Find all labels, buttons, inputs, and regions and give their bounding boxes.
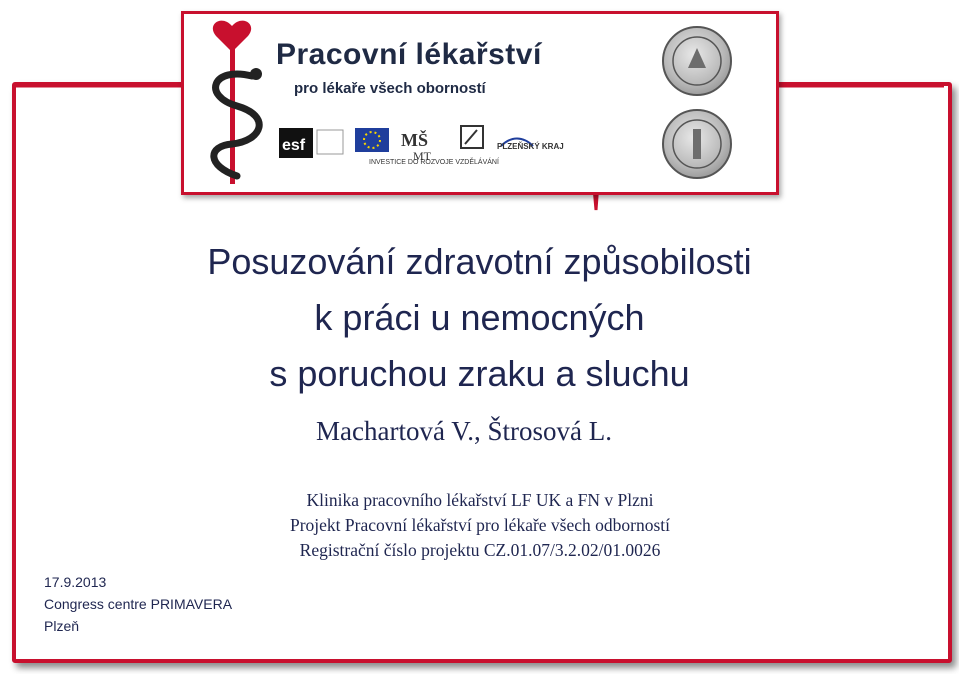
university-seal-icon	[662, 26, 732, 96]
event-city: Plzeň	[44, 618, 80, 634]
info-line: Registrační číslo projektu CZ.01.07/3.2.02/01.0026	[299, 540, 661, 560]
project-info	[240, 488, 720, 563]
msmt-logo-icon	[401, 129, 432, 163]
banner-subtitle: pro lékaře všech oborností	[294, 80, 486, 97]
eu-flag-icon	[355, 128, 389, 152]
info-line: Klinika pracovního lékařství LF UK a FN v Plzni	[306, 490, 654, 510]
authors: Machartová V., Štrosová L.	[316, 416, 612, 446]
title-line: k práci u nemocných	[314, 297, 645, 338]
event-date: 17.9.2013	[44, 574, 107, 590]
slide-title	[0, 234, 959, 402]
logo-caption: INVESTICE DO ROZVOJE VZDĚLÁVÁNÍ	[369, 159, 499, 166]
svg-text:MT: MT	[413, 149, 431, 163]
banner-title: Pracovní lékařství	[276, 38, 542, 71]
title-line: Posuzování zdravotní způsobilosti	[207, 241, 752, 282]
header-banner	[181, 11, 779, 195]
event-venue: Congress centre PRIMAVERA	[44, 596, 233, 612]
opvk-logo-icon	[461, 126, 483, 148]
info-line: Projekt Pracovní lékařství pro lékaře všech odborností	[289, 515, 671, 535]
caduceus-heart-icon	[192, 16, 282, 188]
esf-logo-icon	[279, 128, 343, 158]
svg-text:esf: esf	[282, 137, 306, 154]
medical-faculty-seal-icon	[662, 109, 732, 179]
partner-kraj: PLZEŇSKÝ KRAJ	[497, 142, 564, 151]
event-meta	[44, 571, 232, 637]
title-line: s poruchou zraku a sluchu	[269, 353, 690, 394]
svg-text:MŠ: MŠ	[401, 130, 428, 150]
